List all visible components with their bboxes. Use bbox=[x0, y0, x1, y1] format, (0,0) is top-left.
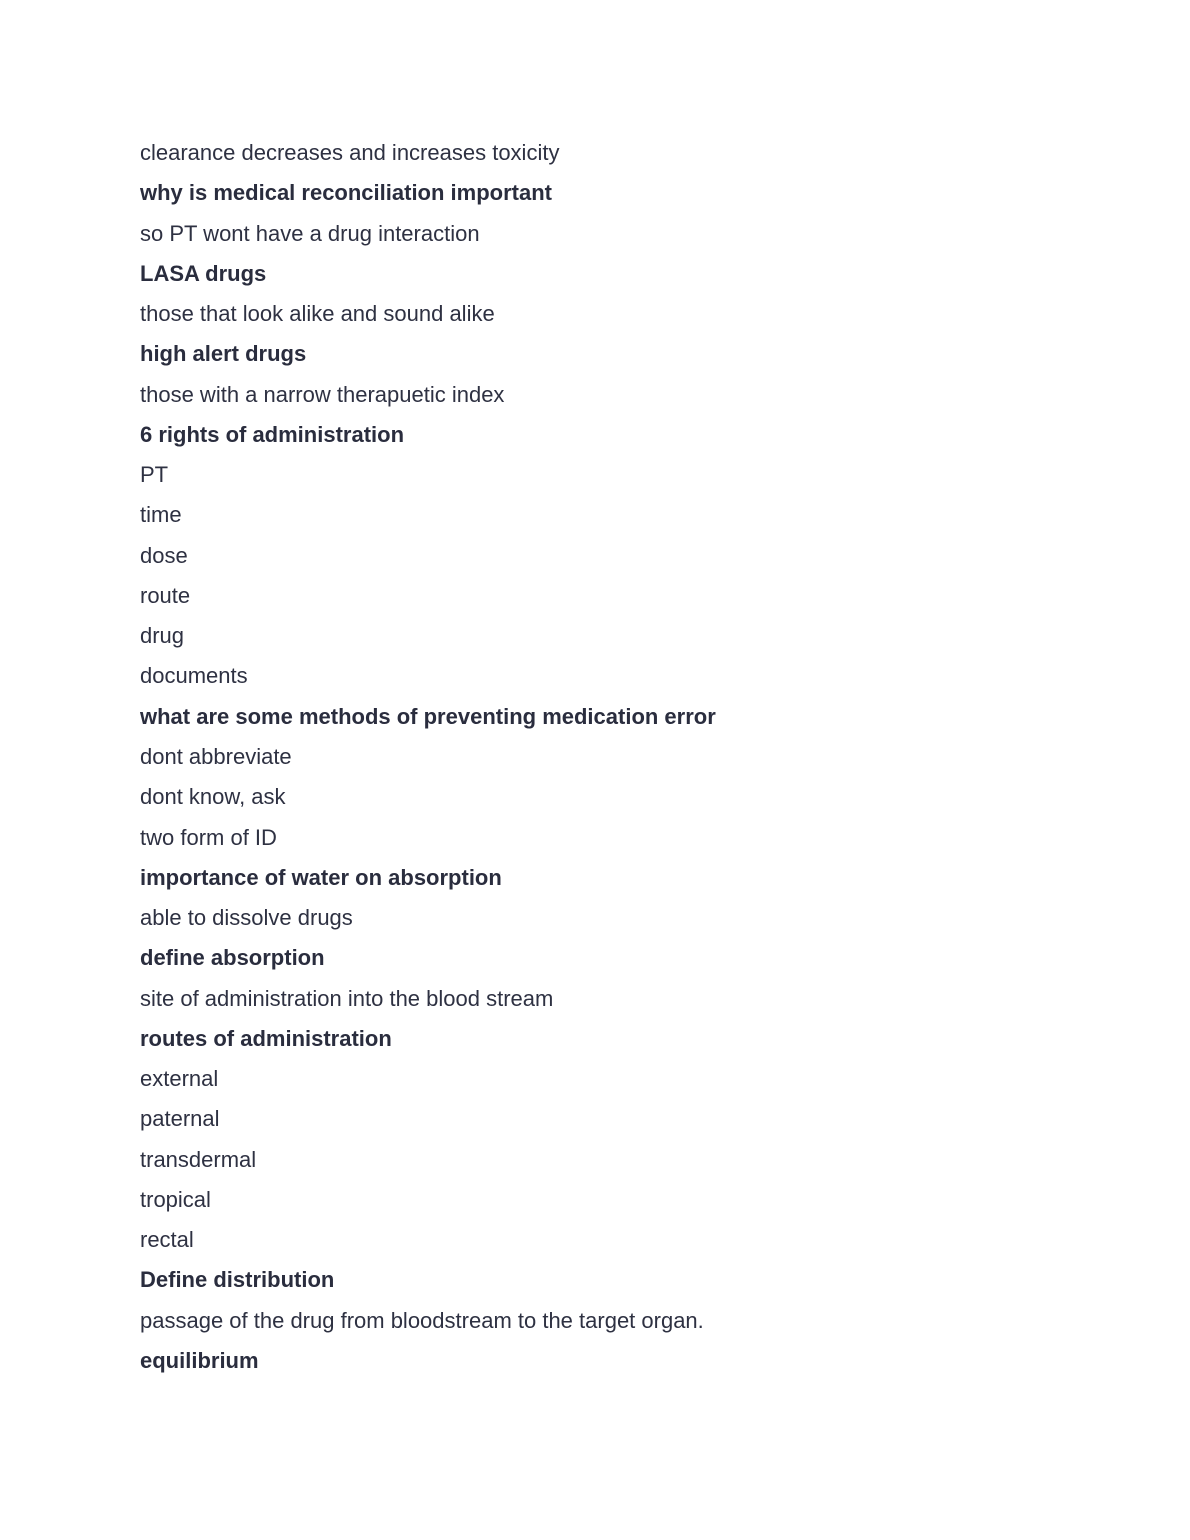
answer-line: site of administration into the blood stream bbox=[140, 985, 554, 1011]
answer-line: drug bbox=[140, 623, 185, 649]
answer-line: paternal bbox=[140, 1106, 220, 1132]
answer-line: PT bbox=[140, 462, 169, 488]
answer-line: route bbox=[140, 582, 191, 608]
answer-line: documents bbox=[140, 663, 248, 689]
answer-line: passage of the drug from bloodstream to the target organ. bbox=[140, 1307, 704, 1333]
question-line: Define distribution bbox=[140, 1267, 335, 1293]
answer-line: dont abbreviate bbox=[140, 743, 292, 769]
answer-line: dont know, ask bbox=[140, 784, 286, 810]
answer-line: tropical bbox=[140, 1186, 211, 1212]
question-line: 6 rights of administration bbox=[140, 421, 405, 447]
question-line: define absorption bbox=[140, 945, 325, 971]
question-line: high alert drugs bbox=[140, 341, 307, 367]
answer-line: clearance decreases and increases toxicity bbox=[140, 140, 560, 165]
answer-line: external bbox=[140, 1066, 219, 1092]
question-line: routes of administration bbox=[140, 1025, 392, 1051]
answer-line: those with a narrow therapuetic index bbox=[140, 381, 505, 407]
question-line: why is medical reconciliation important bbox=[140, 180, 552, 206]
answer-line: rectal bbox=[140, 1227, 194, 1253]
question-line: what are some methods of preventing medication error bbox=[140, 703, 716, 729]
flashcard-list bbox=[140, 133, 1100, 1381]
question-line: equilibrium bbox=[140, 1347, 259, 1373]
question-line: LASA drugs bbox=[140, 260, 267, 286]
answer-line: so PT wont have a drug interaction bbox=[140, 220, 480, 246]
answer-line: time bbox=[140, 502, 182, 528]
answer-line: transdermal bbox=[140, 1146, 257, 1172]
answer-line: dose bbox=[140, 542, 188, 568]
question-line: importance of water on absorption bbox=[140, 864, 502, 890]
answer-line: able to dissolve drugs bbox=[140, 905, 353, 931]
answer-line: two form of ID bbox=[140, 824, 277, 850]
answer-line: those that look alike and sound alike bbox=[140, 301, 495, 327]
